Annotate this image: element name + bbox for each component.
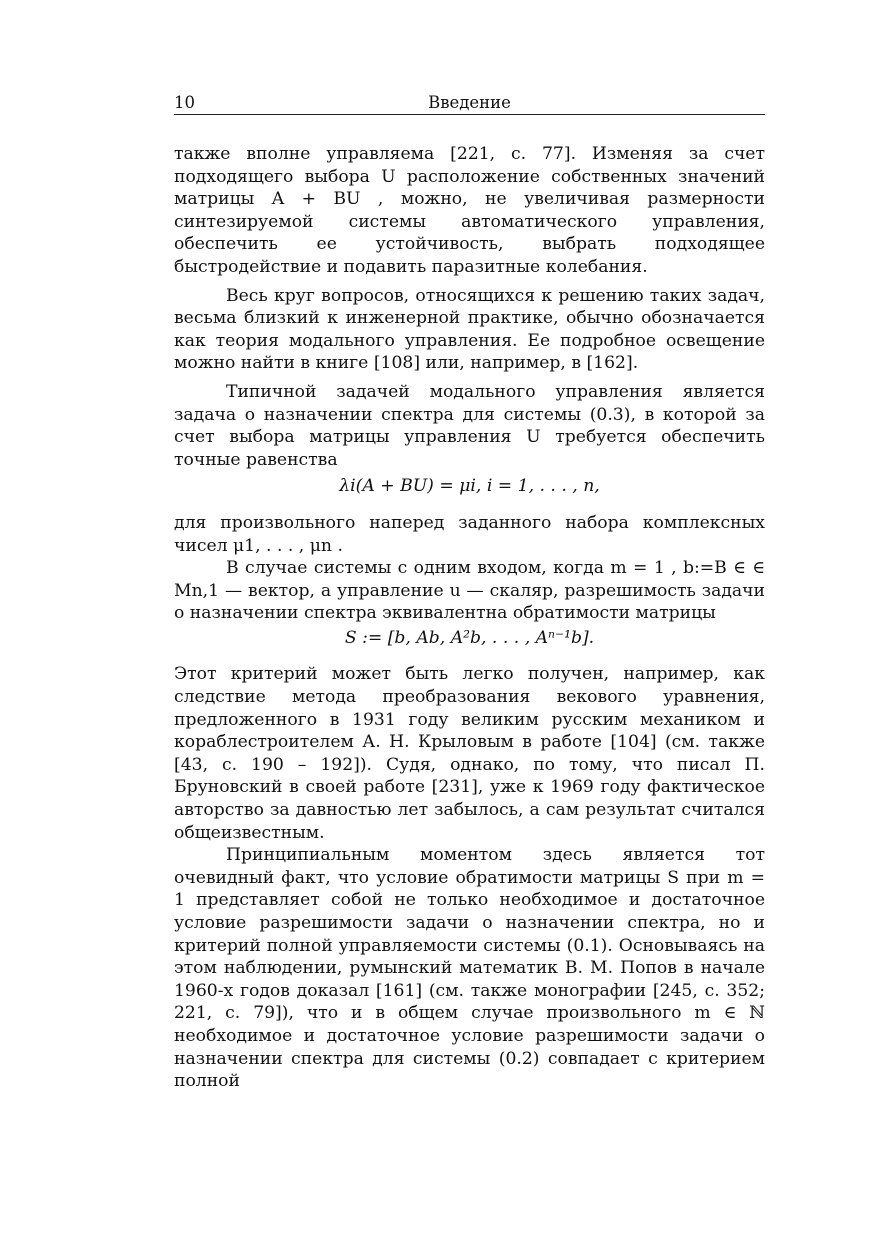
- page-number: 10: [174, 93, 195, 112]
- paragraph-2: Весь круг вопросов, относящихся к решению таких задач, весьма близкий к инженерной практике, обычно обозначается как теория модального управления. Ее подробное освещение можно найти в книге [108] или, например, в [162].: [174, 285, 765, 374]
- formula-spectrum: λi(A + BU) = μi, i = 1, . . . , n,: [339, 476, 600, 497]
- book-page: [174, 92, 765, 1093]
- paragraph-5: В случае системы с одним входом, когда m = 1 , b:=B ∈ ∈ Mn,1 — вектор, а управление u — скаляр, разрешимость задачи о назначении спектра эквивалентна обратимости матрицы: [174, 558, 765, 624]
- paragraph-1: также вполне управляема [221, с. 77]. Изменяя за счет подходящего выбора U расположение собственных значений матрицы A + BU , можно, не увеличивая размерности синтезируемой системы автоматического управления, обеспечить ее устойчивость, выбрать подходящее быстродействие и подавить паразитные колебания.: [174, 144, 765, 277]
- paragraph-7: Принципиальным моментом здесь является тот очевидный факт, что условие обратимости матрицы S при m = 1 представляет собой не только необходимое и достаточное условие разрешимости задачи о назначении спектра, но и критерий полной управляемости системы (0.1). Основываясь на этом наблюдении, румынский математик В. М. Попов в начале 1960-х годов доказал [161] (см. также монографии [245, с. 352; 221, с. 79]), что и в общем случае произвольного m ∈ ℕ необходимое и достаточное условие разрешимости задачи о назначении спектра для системы (0.2) совпадает с критерием полной: [174, 845, 765, 1092]
- body-text: [174, 143, 765, 1093]
- paragraph-6: Этот критерий может быть легко получен, например, как следствие метода преобразования векового уравнения, предложенного в 1931 году великим русским механиком и кораблестроителем А. Н. Крыловым в работе [104] (см. также [43, с. 190 – 192]). Судя, однако, по тому, что писал П. Бруновский в своей работе [231], уже к 1969 году фактическое авторство за давностью лет забылось, а сам результат считался общеизвестным.: [174, 664, 765, 843]
- paragraph-4: для произвольного наперед заданного набора комплексных чисел μ1, . . . , μn .: [174, 512, 765, 556]
- chapter-title: Введение: [428, 93, 511, 112]
- formula-krylov-matrix: S := [b, Ab, A²b, . . . , Aⁿ⁻¹b].: [344, 627, 595, 648]
- running-head: [174, 92, 765, 115]
- paragraph-3: Типичной задачей модального управления является задача о назначении спектра для системы (0.3), в которой за счет выбора матрицы управления U требуется обеспечить точные равенства: [174, 381, 765, 470]
